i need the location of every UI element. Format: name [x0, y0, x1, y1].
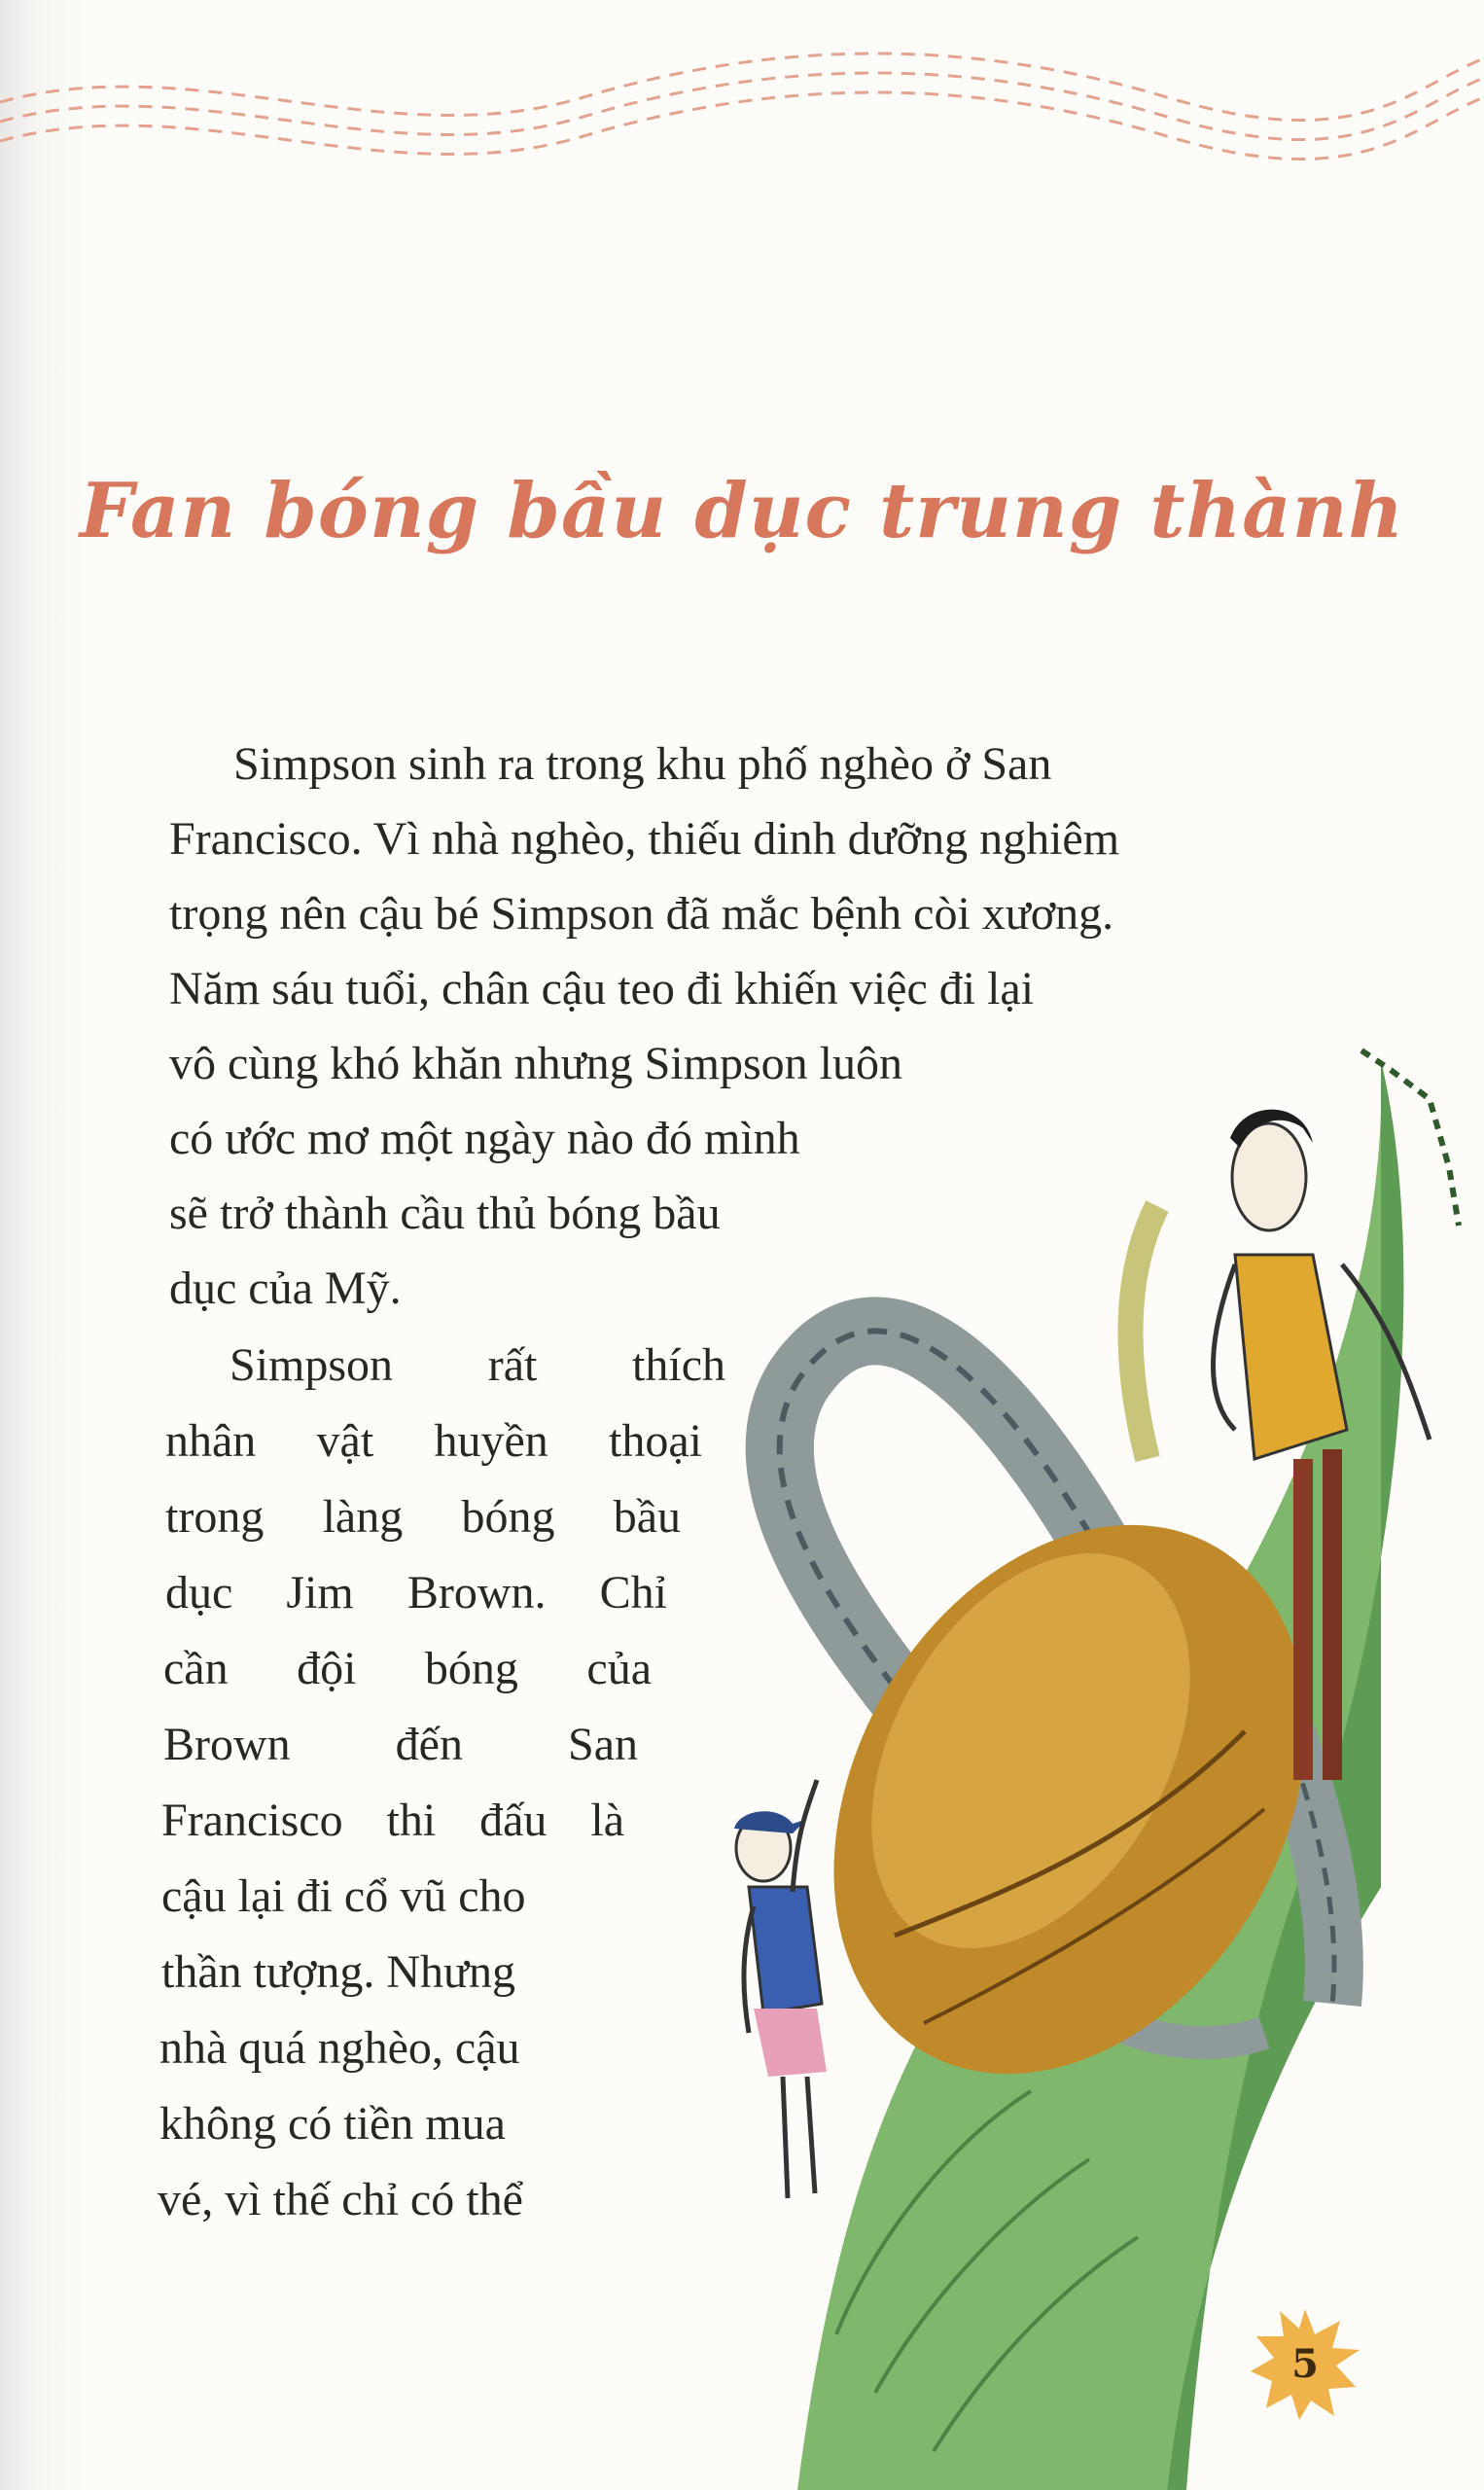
text-line: dục của Mỹ.	[169, 1263, 402, 1314]
text-line: trọng nên cậu bé Simpson đã mắc bệnh còi xương.	[169, 888, 1114, 940]
text-line: Francisco. Vì nhà nghèo, thiếu dinh dưỡng nghiêm	[169, 813, 1120, 865]
page-number-badge	[1247, 2305, 1363, 2422]
text-line: cậu lại đi cổ vũ cho	[161, 1870, 526, 1922]
text-line: không có tiền mua	[159, 2098, 506, 2150]
text-line: dục Jim Brown. Chỉ	[165, 1567, 667, 1618]
text-line: trong làng bóng bầu	[165, 1491, 681, 1543]
text-line: thần tượng. Nhưng	[161, 1946, 516, 1998]
text-line: Brown đến San	[163, 1719, 638, 1770]
text-line: sẽ trở thành cầu thủ bóng bầu	[169, 1188, 721, 1239]
text-line: Francisco thi đấu là	[161, 1795, 624, 1846]
text-line: Simpson rất thích	[230, 1339, 725, 1391]
text-line: cần đội bóng của	[163, 1643, 652, 1694]
text-line: có ước mơ một ngày nào đó mình	[169, 1113, 800, 1164]
text-line: nhân vật huyền thoại	[165, 1415, 702, 1467]
text-line: vô cùng khó khăn nhưng Simpson luôn	[169, 1038, 903, 1089]
text-line: vé, vì thế chỉ có thể	[158, 2174, 523, 2225]
text-line: nhà quá nghèo, cậu	[159, 2022, 520, 2074]
text-line: Simpson sinh ra trong khu phố nghèo ở San	[233, 738, 1052, 790]
chapter-title: Fan bóng bầu dục trung thành	[79, 467, 1405, 555]
text-line: Năm sáu tuổi, chân cậu teo đi khiến việc đi lại	[169, 963, 1035, 1014]
page-number: 5	[1291, 2340, 1319, 2387]
